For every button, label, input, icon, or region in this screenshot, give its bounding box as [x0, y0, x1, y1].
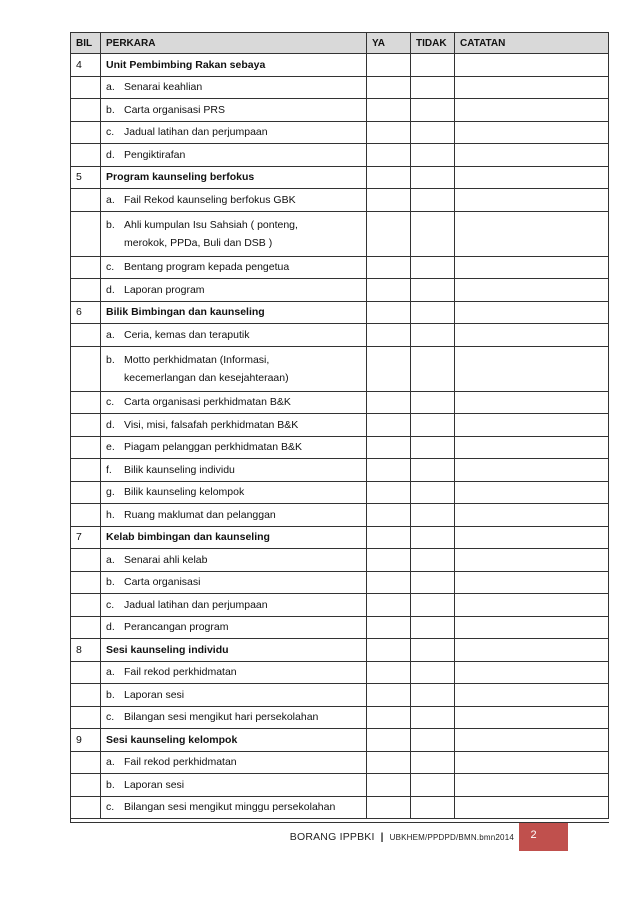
- item-text: Bilangan sesi mengikut hari persekolahan: [124, 711, 319, 724]
- page-number-box: [519, 823, 568, 851]
- ya-cell[interactable]: [367, 639, 411, 662]
- catatan-cell[interactable]: [455, 751, 609, 774]
- item-letter: c.: [106, 711, 115, 724]
- section-row: [71, 166, 609, 189]
- catatan-cell[interactable]: [455, 99, 609, 122]
- item-letter: c.: [106, 801, 115, 814]
- ya-cell[interactable]: [367, 571, 411, 594]
- item-cell: [101, 436, 367, 459]
- section-row: [71, 526, 609, 549]
- tidak-cell[interactable]: [411, 211, 455, 256]
- page-footer: [0, 823, 638, 851]
- item-text: Ruang maklumat dan pelanggan: [124, 508, 276, 521]
- item-text: Laporan sesi: [124, 688, 185, 701]
- item-number-cell: [71, 504, 101, 527]
- item-row: [71, 391, 609, 414]
- item-row: [71, 121, 609, 144]
- item-row: [71, 76, 609, 99]
- item-cell: [101, 774, 367, 797]
- tidak-cell[interactable]: [411, 751, 455, 774]
- tidak-cell[interactable]: [411, 121, 455, 144]
- ya-cell[interactable]: [367, 549, 411, 572]
- ya-cell[interactable]: [367, 594, 411, 617]
- item-cell: [101, 706, 367, 729]
- item-number-cell: [71, 121, 101, 144]
- item-number-cell: [71, 414, 101, 437]
- ya-cell[interactable]: [367, 481, 411, 504]
- item-text: Fail Rekod kaunseling berfokus GBK: [124, 193, 296, 206]
- tidak-cell[interactable]: [411, 324, 455, 347]
- item-letter: a.: [106, 81, 115, 94]
- catatan-cell[interactable]: [455, 729, 609, 752]
- tidak-cell[interactable]: [411, 166, 455, 189]
- header-row: [71, 33, 609, 54]
- item-text-continued: kecemerlangan dan kesejahteraan): [124, 371, 289, 384]
- tidak-cell[interactable]: [411, 436, 455, 459]
- catatan-cell[interactable]: [455, 166, 609, 189]
- table-bottom-row: [71, 819, 609, 823]
- item-letter: d.: [106, 418, 115, 431]
- item-text: Fail rekod perkhidmatan: [124, 756, 237, 769]
- item-row: [71, 459, 609, 482]
- item-row: [71, 436, 609, 459]
- item-row: [71, 504, 609, 527]
- item-cell: [101, 324, 367, 347]
- section-title: Program kaunseling berfokus: [101, 166, 367, 189]
- header-tidak: TIDAK: [411, 33, 455, 54]
- item-letter: c.: [106, 598, 115, 611]
- section-title: Kelab bimbingan dan kaunseling: [101, 526, 367, 549]
- item-number-cell: [71, 76, 101, 99]
- tidak-cell[interactable]: [411, 526, 455, 549]
- ya-cell[interactable]: [367, 796, 411, 819]
- item-row: [71, 571, 609, 594]
- tidak-cell[interactable]: [411, 729, 455, 752]
- item-letter: g.: [106, 486, 115, 499]
- item-number-cell: [71, 144, 101, 167]
- ya-cell[interactable]: [367, 504, 411, 527]
- item-number-cell: [71, 774, 101, 797]
- tidak-cell[interactable]: [411, 774, 455, 797]
- item-letter: d.: [106, 148, 115, 161]
- item-number-cell: [71, 99, 101, 122]
- item-letter: a.: [106, 193, 115, 206]
- header-bil: BIL: [71, 33, 101, 54]
- item-row: [71, 751, 609, 774]
- item-row: [71, 594, 609, 617]
- catatan-cell[interactable]: [455, 54, 609, 77]
- ya-cell[interactable]: [367, 211, 411, 256]
- item-number-cell: [71, 436, 101, 459]
- ya-cell[interactable]: [367, 324, 411, 347]
- item-cell: [101, 684, 367, 707]
- catatan-cell[interactable]: [455, 121, 609, 144]
- item-text-continued: merokok, PPDa, Buli dan DSB ): [124, 236, 273, 249]
- item-text: Motto perkhidmatan (Informasi,: [124, 353, 270, 366]
- item-text: Jadual latihan dan perjumpaan: [124, 598, 268, 611]
- section-row: [71, 639, 609, 662]
- tidak-cell[interactable]: [411, 459, 455, 482]
- header-catatan: CATATAN: [455, 33, 609, 54]
- item-text: Ahli kumpulan Isu Sahsiah ( ponteng,: [124, 218, 298, 231]
- catatan-cell[interactable]: [455, 571, 609, 594]
- item-text: Bilangan sesi mengikut minggu persekolahan: [124, 801, 336, 814]
- section-number: 8: [71, 639, 101, 662]
- tidak-cell[interactable]: [411, 661, 455, 684]
- ya-cell[interactable]: [367, 256, 411, 279]
- item-text: Fail rekod perkhidmatan: [124, 666, 237, 679]
- item-cell: [101, 571, 367, 594]
- item-text: Carta organisasi perkhidmatan B&K: [124, 396, 291, 409]
- item-cell: [101, 661, 367, 684]
- item-row: [71, 481, 609, 504]
- item-text: Laporan program: [124, 283, 205, 296]
- section-row: [71, 729, 609, 752]
- catatan-cell[interactable]: [455, 481, 609, 504]
- ya-cell[interactable]: [367, 391, 411, 414]
- item-text: Senarai ahli kelab: [124, 553, 208, 566]
- item-row: [71, 144, 609, 167]
- section-number: 4: [71, 54, 101, 77]
- checklist-table: [70, 32, 609, 823]
- item-number-cell: [71, 796, 101, 819]
- tidak-cell[interactable]: [411, 301, 455, 324]
- catatan-cell[interactable]: [455, 661, 609, 684]
- item-letter: d.: [106, 621, 115, 634]
- item-cell: [101, 256, 367, 279]
- item-row: [71, 324, 609, 347]
- catatan-cell[interactable]: [455, 324, 609, 347]
- catatan-cell[interactable]: [455, 774, 609, 797]
- tidak-cell[interactable]: [411, 706, 455, 729]
- item-cell: [101, 504, 367, 527]
- item-cell: [101, 121, 367, 144]
- item-row: [71, 684, 609, 707]
- ya-cell[interactable]: [367, 346, 411, 391]
- tidak-cell[interactable]: [411, 346, 455, 391]
- item-cell: [101, 751, 367, 774]
- item-row: [71, 616, 609, 639]
- catatan-cell[interactable]: [455, 189, 609, 212]
- catatan-cell[interactable]: [455, 504, 609, 527]
- page-number: 2: [530, 829, 537, 841]
- section-number: 7: [71, 526, 101, 549]
- item-number-cell: [71, 751, 101, 774]
- catatan-cell[interactable]: [455, 796, 609, 819]
- item-cell: [101, 189, 367, 212]
- item-row: [71, 256, 609, 279]
- section-row: [71, 301, 609, 324]
- item-number-cell: [71, 594, 101, 617]
- tidak-cell[interactable]: [411, 481, 455, 504]
- ya-cell[interactable]: [367, 616, 411, 639]
- tidak-cell[interactable]: [411, 256, 455, 279]
- item-text: Senarai keahlian: [124, 81, 203, 94]
- footer-separator: |: [380, 832, 384, 843]
- ya-cell[interactable]: [367, 279, 411, 302]
- tidak-cell[interactable]: [411, 54, 455, 77]
- item-cell: [101, 279, 367, 302]
- tidak-cell[interactable]: [411, 414, 455, 437]
- item-row: [71, 796, 609, 819]
- catatan-cell[interactable]: [455, 256, 609, 279]
- catatan-cell[interactable]: [455, 279, 609, 302]
- catatan-cell[interactable]: [455, 144, 609, 167]
- tidak-cell[interactable]: [411, 99, 455, 122]
- item-cell: [101, 211, 367, 256]
- catatan-cell[interactable]: [455, 346, 609, 391]
- ya-cell[interactable]: [367, 414, 411, 437]
- ya-cell[interactable]: [367, 459, 411, 482]
- ya-cell[interactable]: [367, 684, 411, 707]
- item-number-cell: [71, 279, 101, 302]
- ya-cell[interactable]: [367, 661, 411, 684]
- catatan-cell[interactable]: [455, 706, 609, 729]
- catatan-cell[interactable]: [455, 301, 609, 324]
- item-text: Laporan sesi: [124, 778, 185, 791]
- item-number-cell: [71, 346, 101, 391]
- item-letter: a.: [106, 553, 115, 566]
- item-number-cell: [71, 189, 101, 212]
- ya-cell[interactable]: [367, 774, 411, 797]
- header-ya: YA: [367, 33, 411, 54]
- section-number: 9: [71, 729, 101, 752]
- ya-cell[interactable]: [367, 751, 411, 774]
- catatan-cell[interactable]: [455, 526, 609, 549]
- section-title: Bilik Bimbingan dan kaunseling: [101, 301, 367, 324]
- catatan-cell[interactable]: [455, 549, 609, 572]
- bottom-spacer-wide: [101, 819, 609, 823]
- tidak-cell[interactable]: [411, 279, 455, 302]
- bottom-spacer: [71, 819, 101, 823]
- section-number: 6: [71, 301, 101, 324]
- catatan-cell[interactable]: [455, 414, 609, 437]
- ya-cell[interactable]: [367, 166, 411, 189]
- section-title: Sesi kaunseling kelompok: [101, 729, 367, 752]
- tidak-cell[interactable]: [411, 684, 455, 707]
- item-letter: c.: [106, 126, 115, 139]
- item-row: [71, 549, 609, 572]
- item-number-cell: [71, 256, 101, 279]
- ya-cell[interactable]: [367, 436, 411, 459]
- item-number-cell: [71, 706, 101, 729]
- item-cell: [101, 796, 367, 819]
- item-letter: b.: [106, 353, 115, 366]
- catatan-cell[interactable]: [455, 459, 609, 482]
- item-cell: [101, 144, 367, 167]
- item-letter: b.: [106, 218, 115, 231]
- table-body: [71, 54, 609, 819]
- item-row: [71, 346, 609, 391]
- item-number-cell: [71, 481, 101, 504]
- tidak-cell[interactable]: [411, 571, 455, 594]
- ya-cell[interactable]: [367, 76, 411, 99]
- section-number: 5: [71, 166, 101, 189]
- item-text: Bilik kaunseling individu: [124, 463, 235, 476]
- item-number-cell: [71, 324, 101, 347]
- ya-cell[interactable]: [367, 729, 411, 752]
- item-row: [71, 774, 609, 797]
- tidak-cell[interactable]: [411, 549, 455, 572]
- item-number-cell: [71, 391, 101, 414]
- item-cell: [101, 414, 367, 437]
- item-row: [71, 279, 609, 302]
- item-row: [71, 211, 609, 256]
- catatan-cell[interactable]: [455, 684, 609, 707]
- tidak-cell[interactable]: [411, 144, 455, 167]
- footer-title: BORANG IPPBKI: [289, 831, 375, 843]
- item-text: Perancangan program: [124, 621, 229, 634]
- section-row: [71, 54, 609, 77]
- item-text: Jadual latihan dan perjumpaan: [124, 126, 268, 139]
- item-cell: [101, 481, 367, 504]
- tidak-cell[interactable]: [411, 796, 455, 819]
- item-cell: [101, 346, 367, 391]
- item-letter: a.: [106, 328, 115, 341]
- item-text: Bilik kaunseling kelompok: [124, 486, 245, 499]
- item-cell: [101, 549, 367, 572]
- item-row: [71, 189, 609, 212]
- catatan-cell[interactable]: [455, 436, 609, 459]
- section-title: Unit Pembimbing Rakan sebaya: [101, 54, 367, 77]
- item-letter: a.: [106, 666, 115, 679]
- item-cell: [101, 391, 367, 414]
- item-letter: e.: [106, 441, 115, 454]
- catatan-cell[interactable]: [455, 211, 609, 256]
- tidak-cell[interactable]: [411, 76, 455, 99]
- tidak-cell[interactable]: [411, 594, 455, 617]
- catatan-cell[interactable]: [455, 639, 609, 662]
- item-text: Ceria, kemas dan teraputik: [124, 328, 250, 341]
- item-letter: a.: [106, 756, 115, 769]
- item-row: [71, 661, 609, 684]
- item-letter: b.: [106, 576, 115, 589]
- catatan-cell[interactable]: [455, 76, 609, 99]
- item-letter: b.: [106, 103, 115, 116]
- item-text: Carta organisasi: [124, 576, 201, 589]
- item-number-cell: [71, 459, 101, 482]
- ya-cell[interactable]: [367, 99, 411, 122]
- item-number-cell: [71, 571, 101, 594]
- item-cell: [101, 616, 367, 639]
- tidak-cell[interactable]: [411, 616, 455, 639]
- item-text: Pengiktirafan: [124, 148, 186, 161]
- catatan-cell[interactable]: [455, 616, 609, 639]
- item-row: [71, 99, 609, 122]
- item-row: [71, 706, 609, 729]
- item-text: Visi, misi, falsafah perkhidmatan B&K: [124, 418, 299, 431]
- tidak-cell[interactable]: [411, 189, 455, 212]
- catatan-cell[interactable]: [455, 594, 609, 617]
- item-number-cell: [71, 661, 101, 684]
- item-letter: b.: [106, 688, 115, 701]
- item-letter: b.: [106, 778, 115, 791]
- header-perkara: PERKARA: [101, 33, 367, 54]
- tidak-cell[interactable]: [411, 639, 455, 662]
- footer-text: [290, 831, 514, 843]
- item-number-cell: [71, 616, 101, 639]
- item-row: [71, 414, 609, 437]
- item-text: Piagam pelanggan perkhidmatan B&K: [124, 441, 303, 454]
- item-number-cell: [71, 684, 101, 707]
- item-cell: [101, 459, 367, 482]
- item-text: Bentang program kepada pengetua: [124, 261, 290, 274]
- tidak-cell[interactable]: [411, 391, 455, 414]
- item-letter: f.: [106, 463, 112, 476]
- ya-cell[interactable]: [367, 121, 411, 144]
- footer-code: UBKHEM/PPDPD/BMN.bmn2014: [389, 833, 514, 842]
- ya-cell[interactable]: [367, 189, 411, 212]
- item-letter: c.: [106, 396, 115, 409]
- ya-cell[interactable]: [367, 301, 411, 324]
- ya-cell[interactable]: [367, 54, 411, 77]
- item-letter: h.: [106, 508, 115, 521]
- catatan-cell[interactable]: [455, 391, 609, 414]
- item-letter: c.: [106, 261, 115, 274]
- item-cell: [101, 594, 367, 617]
- ya-cell[interactable]: [367, 706, 411, 729]
- item-cell: [101, 99, 367, 122]
- ya-cell[interactable]: [367, 144, 411, 167]
- item-number-cell: [71, 549, 101, 572]
- item-letter: d.: [106, 283, 115, 296]
- ya-cell[interactable]: [367, 526, 411, 549]
- section-title: Sesi kaunseling individu: [101, 639, 367, 662]
- item-number-cell: [71, 211, 101, 256]
- item-text: Carta organisasi PRS: [124, 103, 225, 116]
- item-cell: [101, 76, 367, 99]
- tidak-cell[interactable]: [411, 504, 455, 527]
